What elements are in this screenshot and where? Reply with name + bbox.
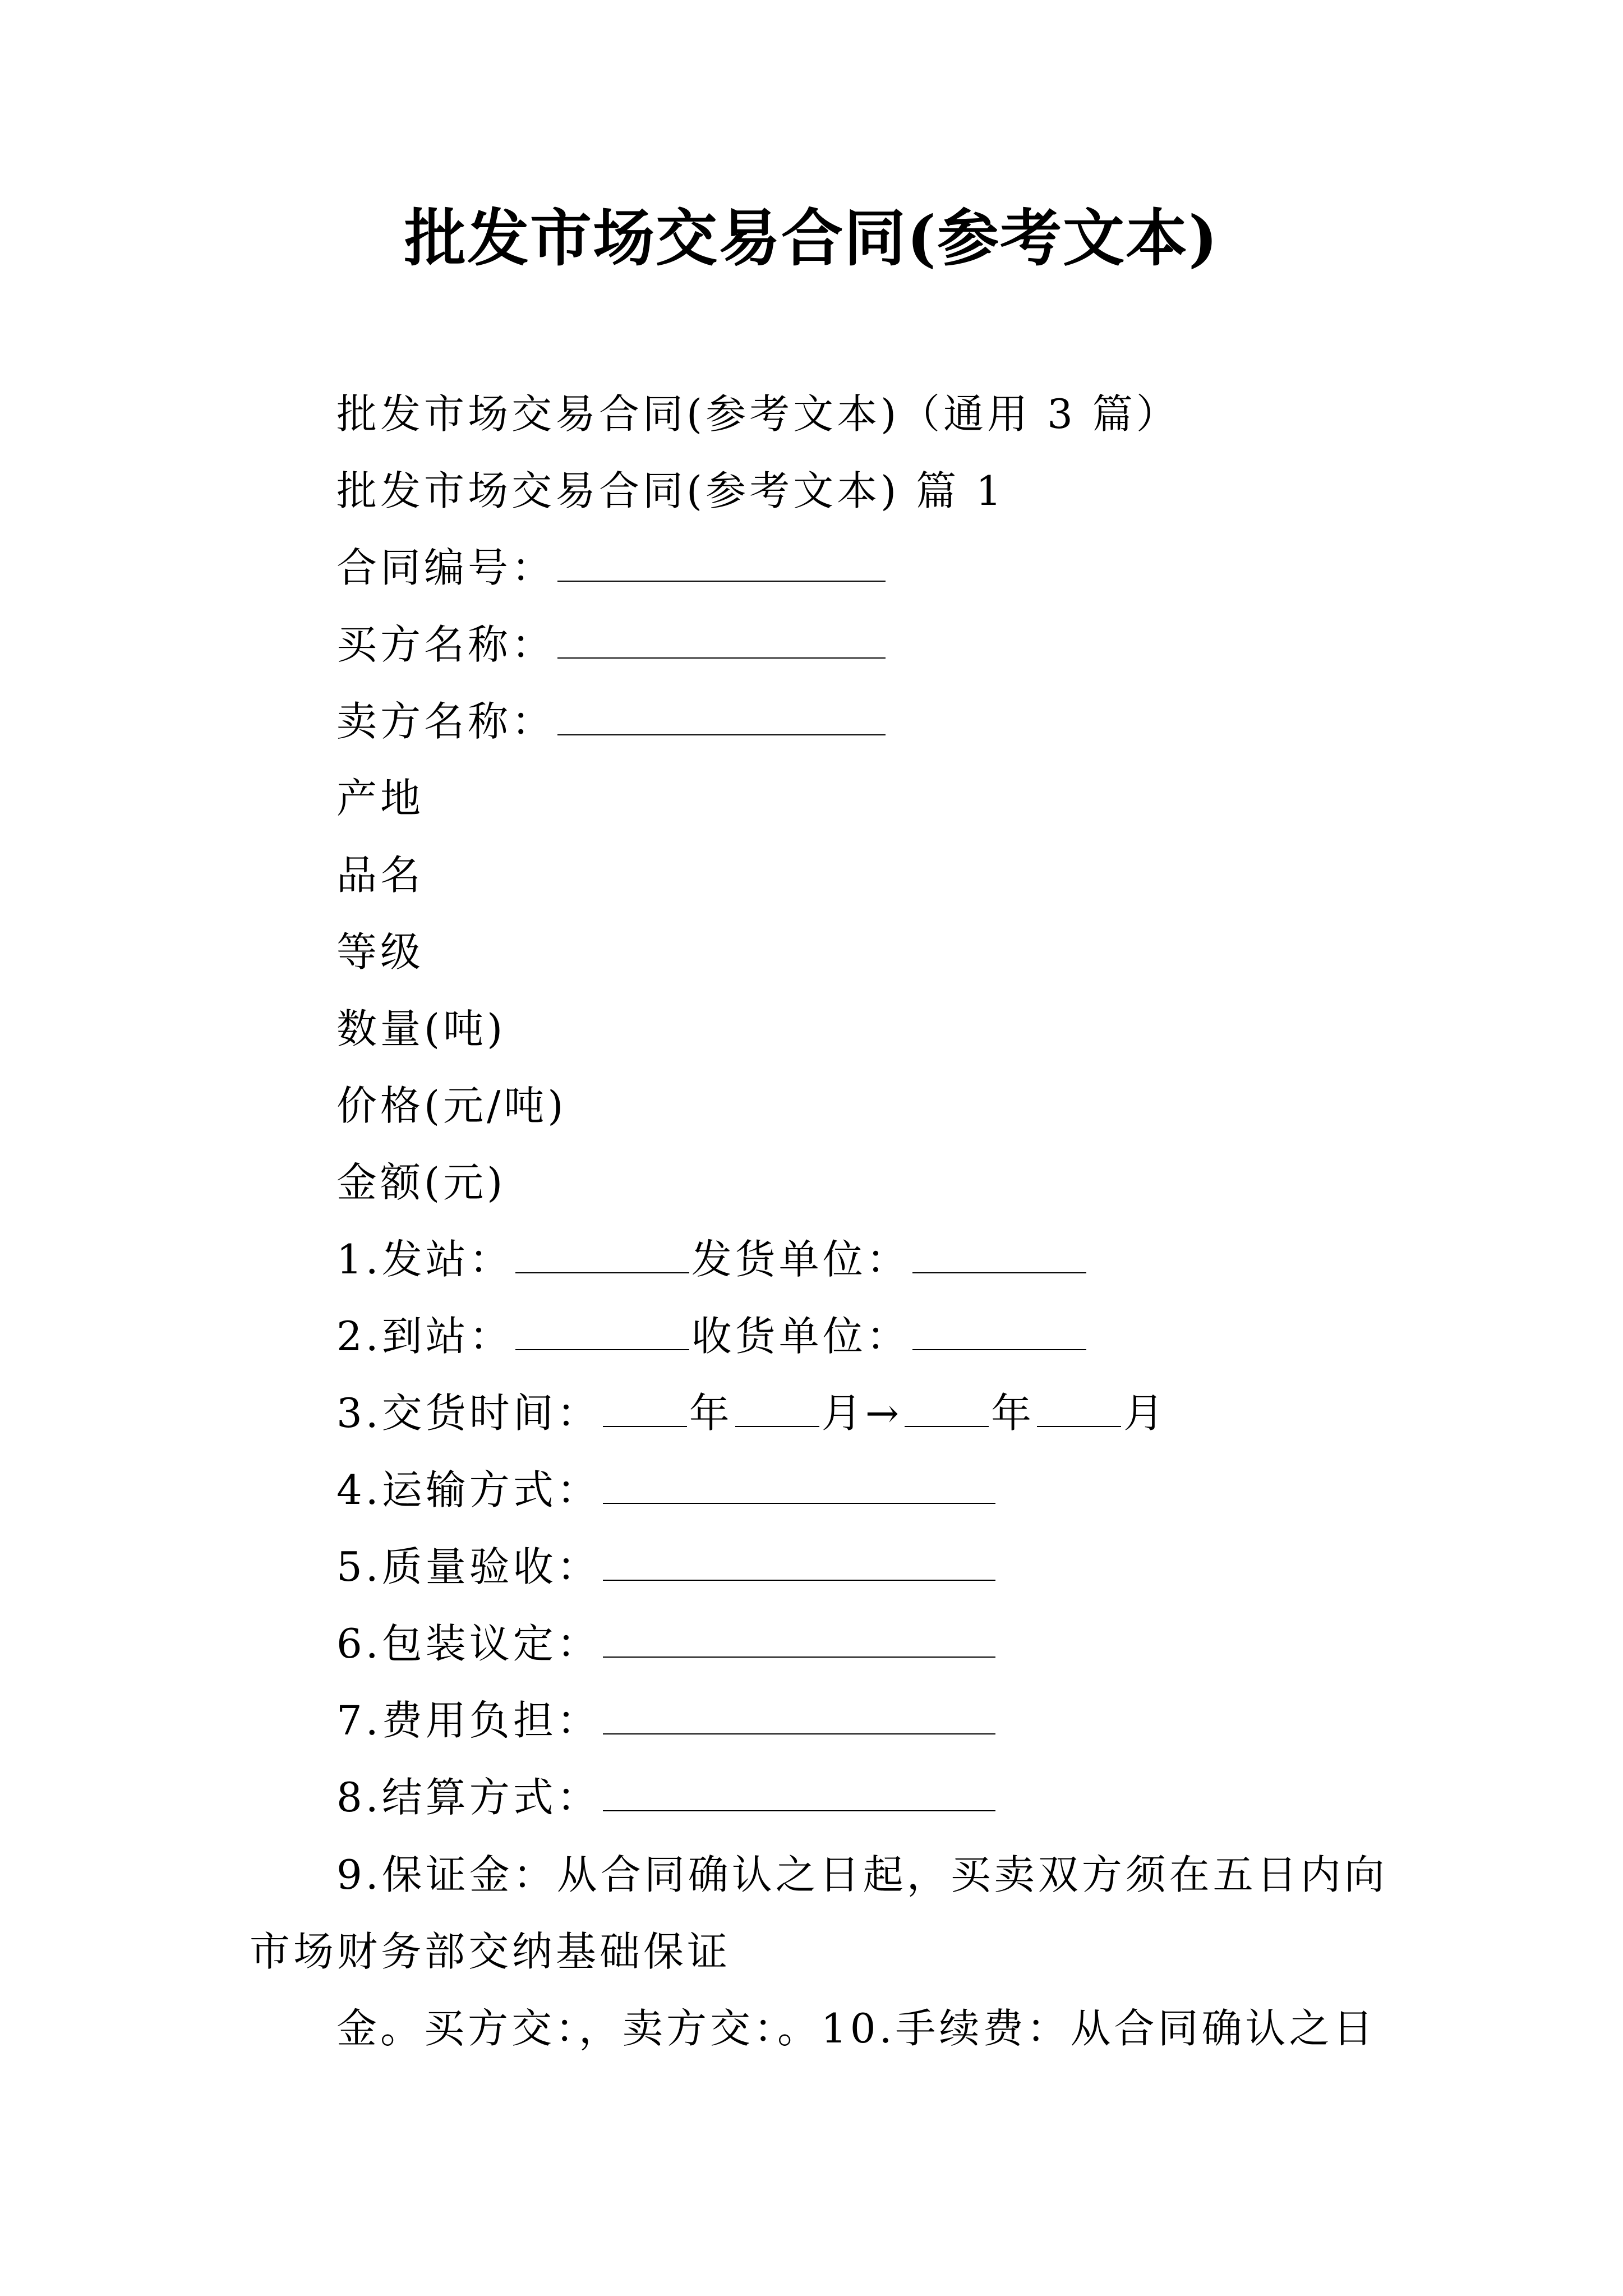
delivery-year-text: 年 (689, 1389, 733, 1437)
item7-row (336, 1682, 1458, 1759)
heading-general-text: 批发市场交易合同(参考文本)（通用 3 篇） (336, 390, 1180, 438)
heading-part1 (336, 453, 1458, 530)
delivery-month-arrow-text: 月→ (821, 1389, 903, 1437)
contract-number-row (336, 530, 1458, 606)
arrival-station-blank (515, 1305, 689, 1350)
delivery-month2-text: 月 (1123, 1389, 1168, 1437)
contract-number-blank (557, 537, 886, 582)
item6-row (336, 1605, 1458, 1682)
quality-acceptance-blank (603, 1536, 995, 1581)
item1-row (336, 1221, 1458, 1298)
quantity-row (336, 991, 1458, 1068)
product-name-row (336, 837, 1458, 914)
item9-line3: 金。买方交：，卖方交：。10.手续费：从合同确认之日 (336, 2005, 1377, 2052)
delivery-month-blank (735, 1382, 819, 1427)
buyer-name-blank (557, 614, 886, 659)
origin-row (336, 760, 1458, 837)
transport-method-label: 4.运输方式： (336, 1466, 601, 1513)
arrival-station-label: 2.到站： (336, 1313, 513, 1360)
price-label: 价格(元/吨) (336, 1082, 567, 1129)
packaging-blank (603, 1613, 995, 1658)
item2-row (336, 1298, 1458, 1375)
packaging-label: 6.包装议定： (336, 1620, 601, 1667)
departure-station-blank (515, 1228, 689, 1273)
consignee-label: 收货单位： (691, 1313, 910, 1360)
delivery-time-label: 3.交货时间： (336, 1389, 601, 1437)
shipper-blank (912, 1228, 1086, 1273)
item9-line2: 市场财务部交纳基础保证 (250, 1928, 731, 1975)
item4-row (336, 1452, 1458, 1529)
contract-number-label: 合同编号： (336, 544, 556, 591)
buyer-name-row (336, 606, 1458, 683)
origin-label: 产地 (336, 775, 425, 822)
item3-row (336, 1375, 1458, 1452)
grade-row (336, 914, 1458, 991)
amount-label: 金额(元) (336, 1159, 506, 1206)
delivery-year2-blank (905, 1382, 989, 1427)
seller-name-blank (557, 691, 886, 735)
heading-part1-text: 批发市场交易合同(参考文本) 篇 1 (336, 467, 1005, 514)
transport-method-blank (603, 1459, 995, 1504)
seller-name-row (336, 683, 1458, 760)
departure-station-label: 1.发站： (336, 1236, 513, 1283)
product-name-label: 品名 (336, 852, 425, 899)
consignee-blank (912, 1305, 1086, 1350)
settlement-method-label: 8.结算方式： (336, 1774, 601, 1821)
price-row (336, 1068, 1458, 1144)
grade-label: 等级 (336, 928, 425, 976)
item9-line1: 9.保证金：从合同确认之日起，买卖双方须在五日内向 (336, 1851, 1388, 1898)
document-body (336, 376, 1458, 1836)
cost-bearing-label: 7.费用负担： (336, 1697, 601, 1744)
shipper-label: 发货单位： (691, 1236, 910, 1283)
buyer-name-label: 买方名称： (336, 621, 556, 668)
delivery-year-blank (603, 1382, 687, 1427)
cost-bearing-blank (603, 1690, 995, 1734)
delivery-month2-blank (1037, 1382, 1121, 1427)
heading-general (336, 376, 1458, 453)
item8-row (336, 1759, 1458, 1836)
settlement-method-blank (603, 1766, 995, 1811)
quality-acceptance-label: 5.质量验收： (336, 1543, 601, 1590)
seller-name-label: 卖方名称： (336, 698, 556, 745)
item5-row (336, 1529, 1458, 1605)
quantity-label: 数量(吨) (336, 1005, 506, 1052)
document-title: 批发市场交易合同(参考文本) (404, 202, 1219, 274)
amount-row (336, 1144, 1458, 1221)
delivery-year2-text: 年 (991, 1389, 1035, 1437)
